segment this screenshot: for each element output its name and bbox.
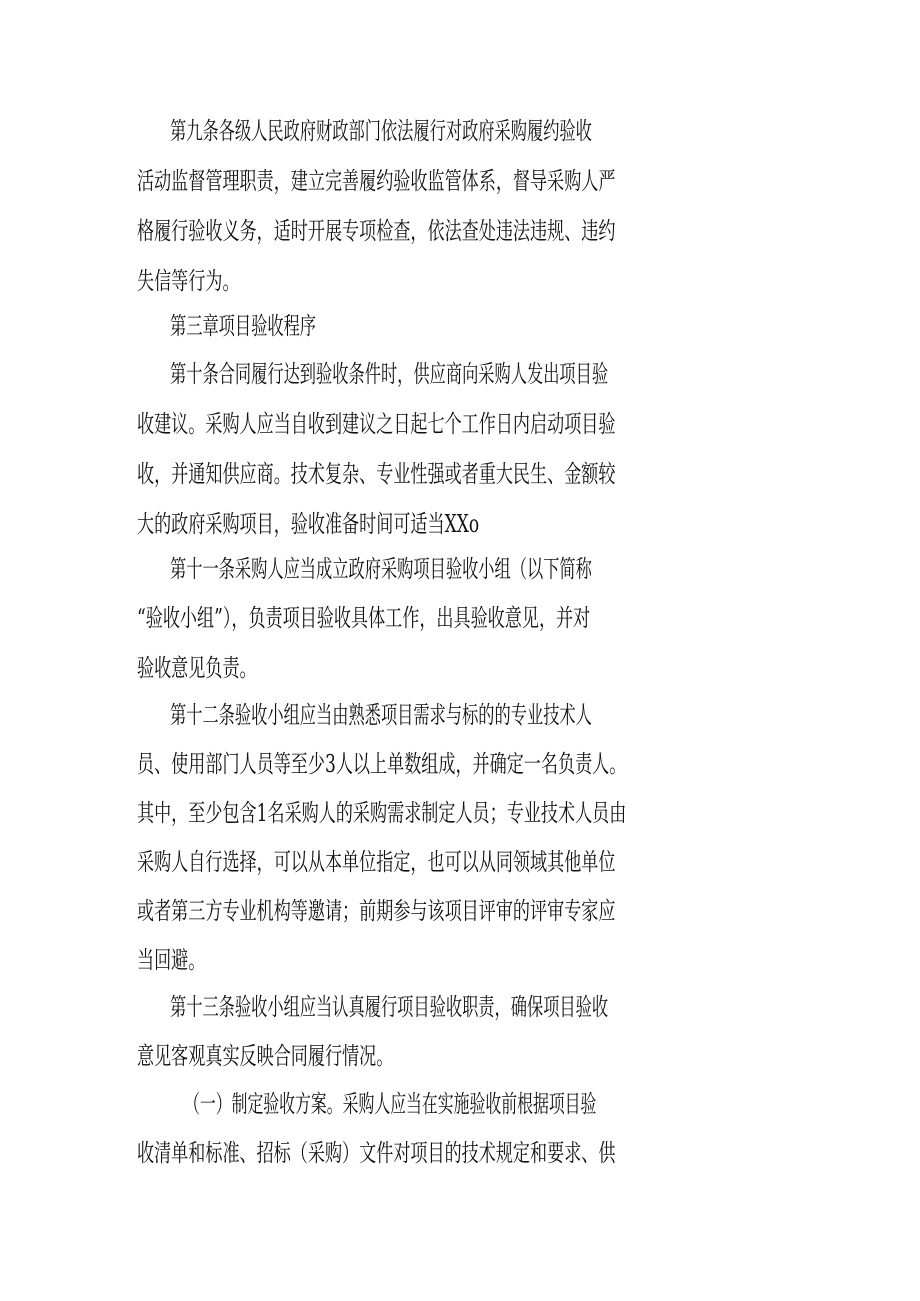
paragraph-10-line-4: 大的政府采购项目，验收准备时间可适当XXo: [137, 510, 480, 538]
paragraph-12-line-6: 当回避。: [137, 946, 206, 974]
paragraph-12-line-2: 员、使用部门人员等至少3人以上单数组成，并确定一名负责人。: [137, 750, 627, 778]
paragraph-10-line-1: 第十条合同履行达到验收条件时，供应商向采购人发出项目验: [170, 360, 609, 388]
paragraph-1-line-1: 第九条各级人民政府财政部门依法履行对政府采购履约验收: [170, 117, 592, 145]
paragraph-10-line-3: 收，并通知供应商。技术复杂、专业性强或者重大民生、金额较: [137, 460, 616, 488]
chapter-heading: 第三章项目验收程序: [170, 312, 317, 340]
subitem-1-line-2: 收清单和标准、招标（采购）文件对项目的技术规定和要求、供: [137, 1139, 616, 1167]
subitem-1-line-1: （一）制定验收方案。采购人应当在实施验收前根据项目验: [184, 1090, 597, 1118]
paragraph-12-line-1: 第十二条验收小组应当由熟悉项目需求与标的的专业技术人: [170, 701, 592, 729]
paragraph-11-line-2: “验收小组”），负责项目验收具体工作，出具验收意见，并对: [137, 604, 591, 632]
paragraph-13-line-2: 意见客观真实反映合同履行情况。: [137, 1042, 394, 1070]
paragraph-13-line-1: 第十三条验收小组应当认真履行项目验收职责，确保项目验收: [170, 993, 609, 1021]
paragraph-12-line-3: 其中，至少包含1名采购人的采购需求制定人员；专业技术人员由: [137, 799, 627, 827]
paragraph-1-line-2: 活动监督管理职责，建立完善履约验收监管体系，督导采购人严: [137, 167, 616, 195]
paragraph-1-line-3: 格履行验收义务，适时开展专项检查，依法查处违法违规、违约: [137, 217, 616, 245]
paragraph-11-line-3: 验收意见负责。: [137, 654, 257, 682]
paragraph-12-line-4: 采购人自行选择，可以从本单位指定，也可以从同领域其他单位: [137, 848, 616, 876]
paragraph-1-line-4: 失信等行为。: [137, 267, 240, 295]
paragraph-11-line-1: 第十一条采购人应当成立政府采购项目验收小组（以下简称: [170, 555, 592, 583]
paragraph-10-line-2: 收建议。采购人应当自收到建议之日起七个工作日内启动项目验: [137, 410, 616, 438]
paragraph-12-line-5: 或者第三方专业机构等邀请；前期参与该项目评审的评审专家应: [137, 897, 616, 925]
